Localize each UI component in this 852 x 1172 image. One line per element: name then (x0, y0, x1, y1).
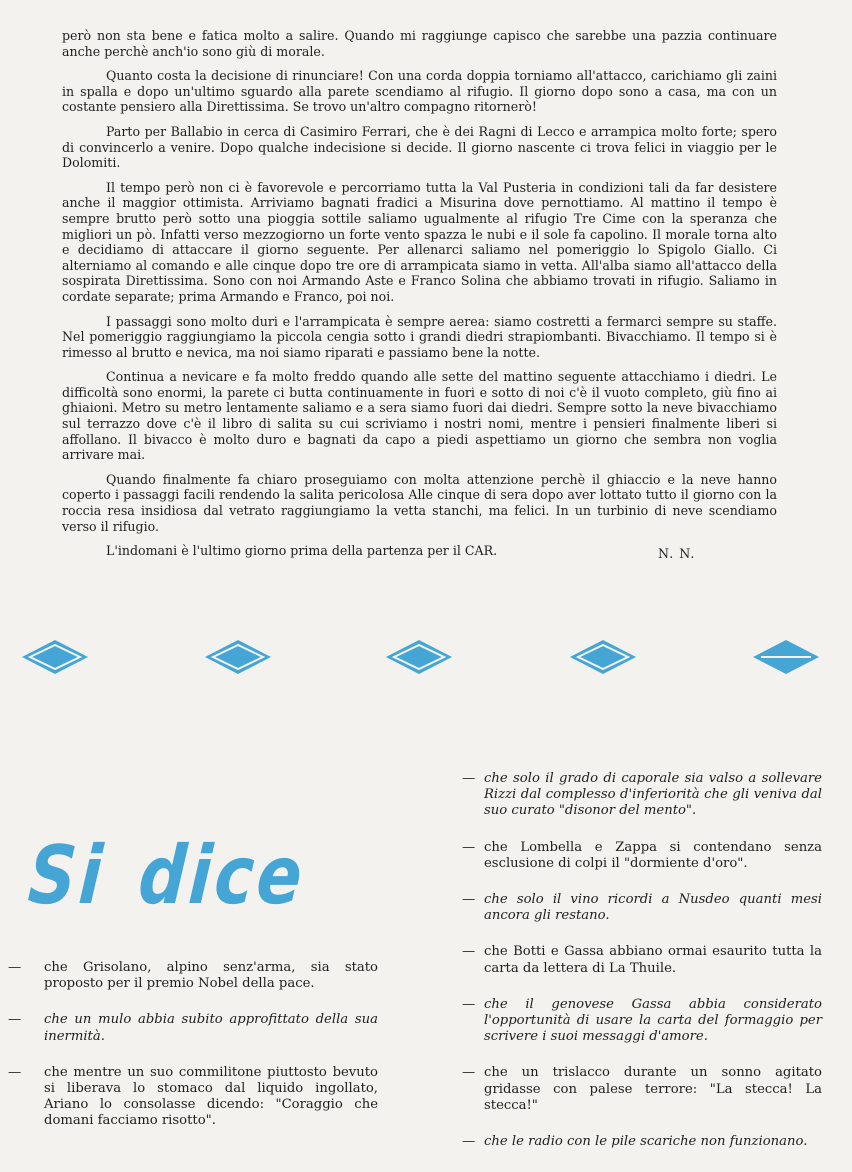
story-paragraph: I passaggi sono molto duri e l'arrampicata è sempre aerea: siamo costretti a fermarci sempre su staffe. Nel pomeriggio raggiungiamo la piccola cengia sotto i grandi diedri strapiombanti. Bivacchiamo. Il tempo si è rimesso al brutto e nevica, ma noi siamo riparati e passiamo bene la notte. (62, 313, 777, 360)
gossip-text: che mentre un suo commilitone piuttosto bevuto si liberava lo stomaco dal liquido ingollato, Ariano lo consolasse dicendo: "Coraggio che domani facciamo risotto". (44, 1064, 378, 1129)
story-paragraph: Il tempo però non ci è favorevole e percorriamo tutta la Val Pusteria in condizioni tali da far desistere anche il maggior ottimista. Arriviamo bagnati fradici a Misurina dove pernottiamo. Al mattino il tempo è sempre brutto però sotto una pioggia sottile saliamo ugualmente al rifugio Tre Cime con la speranza che migliori un pò. Infatti verso mezzogiorno un forte vento spazza le nubi e il sole fa capolino. Il morale torna alto e decidiamo di attaccare il giorno seguente. Per allenarci saliamo nel pomeriggio lo Spigolo Giallo. Ci alterniamo al comando e alle cinque dopo tre ore di arrampicata siamo in vetta. All'alba siamo all'attacco della sospirata Direttissima. Sono con noi Armando Aste e Franco Solina che abbiamo trovati in rifugio. Saliamo in cordate separate; prima Armando e Franco, poi noi. (62, 179, 777, 304)
gossip-item (8, 1012, 378, 1044)
diamond-ornament-icon (570, 640, 636, 674)
author-signature: N. N. (658, 546, 696, 561)
gossip-text: che Grisolano, alpino senz'arma, sia stato proposto per il premio Nobel della pace. (44, 960, 378, 992)
gossip-text: che il genovese Gassa abbia considerato l'opportunità di usare la carta del formaggio per scrivere i suoi messaggi d'amore. (484, 996, 822, 1045)
story-paragraph: L'indomani è l'ultimo giorno prima della partenza per il CAR. (106, 543, 498, 559)
gossip-column-left (8, 960, 378, 1150)
gossip-item (462, 944, 822, 976)
si-dice-title (26, 830, 308, 923)
diamond-divider (22, 640, 822, 674)
diamond-ornament-icon (753, 640, 819, 674)
dash-marker: — (462, 944, 476, 960)
diamond-ornament-icon (22, 640, 88, 674)
gossip-text: che solo il grado di caporale sia valso a sollevare Rizzi dal complesso d'inferiorità che gli veniva dal suo curato "disonor del mento". (484, 771, 822, 819)
gossip-item (462, 892, 822, 924)
diamond-ornament-icon (386, 640, 452, 674)
dash-marker: — (462, 839, 476, 855)
dash-marker: — (8, 960, 22, 975)
gossip-item (462, 1134, 822, 1150)
gossip-text: che solo il vino ricordi a Nusdeo quanti mesi ancora gli restano. (484, 892, 822, 924)
dash-marker: — (8, 1012, 22, 1028)
gossip-text: che un mulo abbia subito approfittato della sua inermità. (44, 1012, 378, 1044)
story-paragraph: Quando finalmente fa chiaro proseguiamo con molta attenzione perchè il ghiaccio e la neve hanno coperto i passaggi facili rendendo la salita pericolosa Alle cinque di sera dopo aver lottato tutto il giorno con la roccia resa insidiosa dal vetrato raggiungiamo la vetta stanchi, ma felici. In un turbinio di neve scendiamo verso il rifugio. (62, 471, 777, 534)
gossip-item (8, 1065, 378, 1130)
diamond-ornament-icon (205, 640, 271, 674)
story-paragraph: Parto per Ballabio in cerca di Casimiro Ferrari, che è dei Ragni di Lecco e arrampica molto forte; spero di convincerlo a venire. Dopo qualche indecisione si decide. Il giorno nascente ci trova felici in viaggio per le Dolomiti. (62, 123, 777, 171)
story-paragraph: però non sta bene e fatica molto a salire. Quando mi raggiunge capisco che sarebbe una pazzia continuare anche perchè anch'io sono giù di morale. (62, 28, 777, 59)
title-word-dice: dice (135, 828, 309, 923)
gossip-item (462, 1065, 822, 1114)
gossip-text: che un trislacco durante un sonno agitato gridasse con palese terrore: "La stecca! La stecca!" (484, 1065, 822, 1113)
gossip-item (462, 997, 822, 1046)
dash-marker: — (462, 771, 476, 786)
gossip-text: che le radio con le pile scariche non funzionano. (484, 1134, 808, 1150)
gossip-item (8, 960, 378, 992)
dash-marker: — (462, 996, 476, 1012)
dash-marker: — (462, 892, 476, 908)
gossip-item (462, 771, 822, 820)
title-word-si: Si (25, 828, 109, 923)
gossip-text: che Botti e Gassa abbiano ormai esaurito tutta la carta da lettera di La Thuile. (484, 944, 822, 976)
story-paragraph: Continua a nevicare e fa molto freddo quando alle sette del mattino seguente attacchiamo i diedri. Le difficoltà sono enormi, la parete ci butta continuamente in fuori e sotto di noi c'è il vuoto completo, giù fino ai ghiaioni. Metro su metro lentamente saliamo e a sera siamo fuori dai diedri. Sempre sotto la neve bivacchiamo sul terrazzo dove c'è il libro di salita su cui scriviamo i nostri nomi, mentre i pensieri finalmente liberi si affollano. Il bivacco è molto duro e bagnati da capo a piedi aspettiamo un giorno che sembra non voglia arrivare mai. (62, 369, 777, 463)
dash-marker: — (8, 1064, 22, 1080)
story-text (62, 28, 777, 568)
gossip-item (462, 840, 822, 872)
gossip-column-right (462, 771, 822, 1170)
dash-marker: — (462, 1065, 476, 1081)
story-paragraph: Quanto costa la decisione di rinunciare! Con una corda doppia torniamo all'attacco, carichiamo gli zaini in spalla e dopo un'ultimo sguardo alla parete scendiamo al rifugio. Il giorno dopo sono a casa, ma con un costante pensiero alla Direttissima. Se trovo un'altro compagno ritornerò! (62, 68, 777, 115)
dash-marker: — (462, 1134, 476, 1150)
gossip-text: che Lombella e Zappa si contendano senza esclusione di colpi il "dormiente d'oro". (484, 839, 822, 871)
